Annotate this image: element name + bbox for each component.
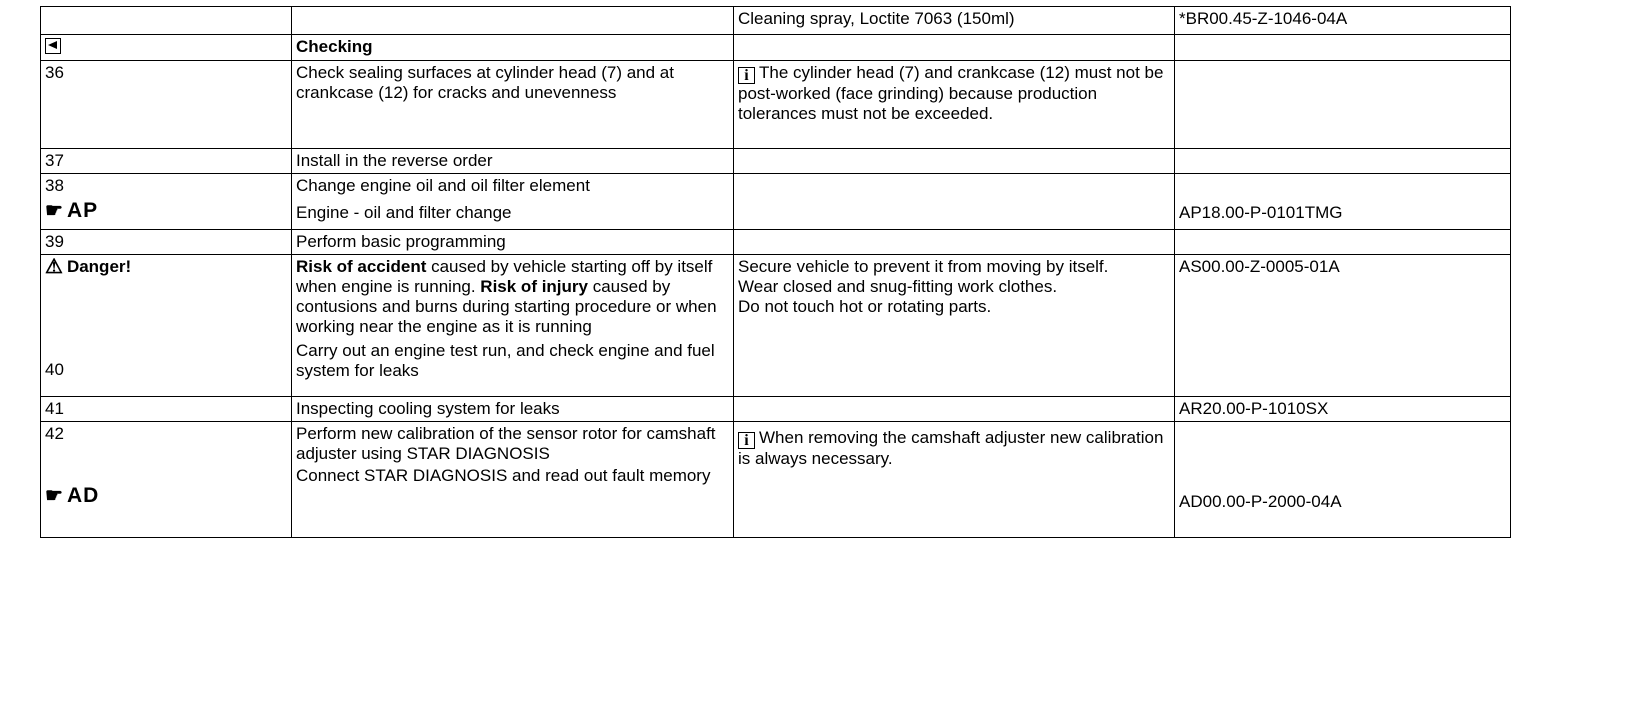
- note-cell: [734, 422, 1175, 538]
- reference-cell: [1175, 255, 1511, 397]
- step-cell: 41: [41, 397, 292, 422]
- note-text: Do not touch hot or rotating parts.: [738, 297, 992, 316]
- reference-link[interactable]: ☛ AP: [45, 199, 99, 222]
- instruction-cell: [292, 422, 734, 538]
- reference-cell: [1175, 61, 1511, 149]
- instruction-text: Perform new calibration of the sensor rotor for camshaft adjuster using STAR DIAGNOSIS: [296, 424, 716, 463]
- instruction-cell: Install in the reverse order: [292, 149, 734, 174]
- instruction-text: Change engine oil and oil filter element: [296, 176, 590, 195]
- reference-link[interactable]: ☛ AD: [45, 484, 100, 507]
- info-icon: i: [738, 67, 755, 84]
- table-row: [41, 7, 1511, 35]
- table-row: [41, 174, 1511, 230]
- reference-cell: [1175, 149, 1511, 174]
- reference-cell: [1175, 35, 1511, 61]
- reference-code[interactable]: AP18.00-P-0101TMG: [1179, 203, 1343, 222]
- note-cell: [734, 61, 1175, 149]
- back-arrow-icon: [45, 38, 61, 54]
- note-cell: [734, 174, 1175, 230]
- note-cell: [734, 397, 1175, 422]
- reference-code[interactable]: AR20.00-P-1010SX: [1179, 399, 1329, 418]
- note-cell: [734, 35, 1175, 61]
- note-text: Wear closed and snug-fitting work clothes.: [738, 277, 1058, 296]
- instruction-cell: Check sealing surfaces at cylinder head (7) and at crankcase (12) for cracks and unevenness: [292, 61, 734, 149]
- table-row: [41, 397, 1511, 422]
- instruction-text: Carry out an engine test run, and check engine and fuel system for leaks: [296, 341, 715, 380]
- reference-cell: *BR00.45-Z-1046-04A: [1175, 7, 1511, 35]
- note-cell: [734, 230, 1175, 255]
- step-number: 42: [45, 424, 64, 443]
- note-cell: [734, 255, 1175, 397]
- step-cell: 36: [41, 61, 292, 149]
- note-text: When removing the camshaft adjuster new calibration is always necessary.: [738, 428, 1164, 468]
- reference-cell: [1175, 422, 1511, 538]
- step-number: 40: [45, 360, 64, 379]
- procedure-table: [40, 6, 1511, 538]
- instruction-text: Connect STAR DIAGNOSIS and read out fault memory: [296, 466, 711, 485]
- step-number: 38: [45, 176, 64, 195]
- table-row: [41, 255, 1511, 397]
- danger-text: Risk of accident caused by vehicle starting off by itself when engine is running. Risk of injury caused by contusions and burns during starting procedure or when working near the engine as it is running: [296, 257, 717, 336]
- step-cell: [41, 422, 292, 538]
- warning-triangle-icon: ⚠: [45, 256, 63, 278]
- note-text: The cylinder head (7) and crankcase (12) must not be post-worked (face grinding) because production tolerances must not be exceeded.: [738, 63, 1164, 123]
- table-row: [41, 35, 1511, 61]
- step-cell: 39: [41, 230, 292, 255]
- note-cell: Cleaning spray, Loctite 7063 (150ml): [734, 7, 1175, 35]
- step-cell: [41, 174, 292, 230]
- instruction-cell: [292, 174, 734, 230]
- info-icon: i: [738, 432, 755, 449]
- reference-cell: [1175, 397, 1511, 422]
- reference-cell: [1175, 174, 1511, 230]
- instruction-cell: Inspecting cooling system for leaks: [292, 397, 734, 422]
- reference-code[interactable]: AD00.00-P-2000-04A: [1179, 492, 1342, 511]
- reference-cell: [1175, 230, 1511, 255]
- step-cell: [41, 255, 292, 397]
- instruction-text: Engine - oil and filter change: [296, 203, 512, 222]
- step-cell: 37: [41, 149, 292, 174]
- table-row: [41, 422, 1511, 538]
- table-row: [41, 230, 1511, 255]
- pointing-hand-icon: ☛: [45, 200, 64, 222]
- table-row: [41, 61, 1511, 149]
- instruction-cell: [292, 255, 734, 397]
- section-heading: Checking: [296, 37, 373, 56]
- instruction-cell: [292, 35, 734, 61]
- pointing-hand-icon: ☛: [45, 485, 64, 507]
- step-cell: [41, 35, 292, 61]
- table-row: [41, 149, 1511, 174]
- instruction-cell: [292, 7, 734, 35]
- note-text: Secure vehicle to prevent it from moving by itself.: [738, 257, 1109, 276]
- instruction-cell: Perform basic programming: [292, 230, 734, 255]
- reference-code[interactable]: AS00.00-Z-0005-01A: [1179, 257, 1340, 276]
- note-cell: [734, 149, 1175, 174]
- step-cell: [41, 7, 292, 35]
- danger-label: ⚠ Danger!: [45, 256, 132, 278]
